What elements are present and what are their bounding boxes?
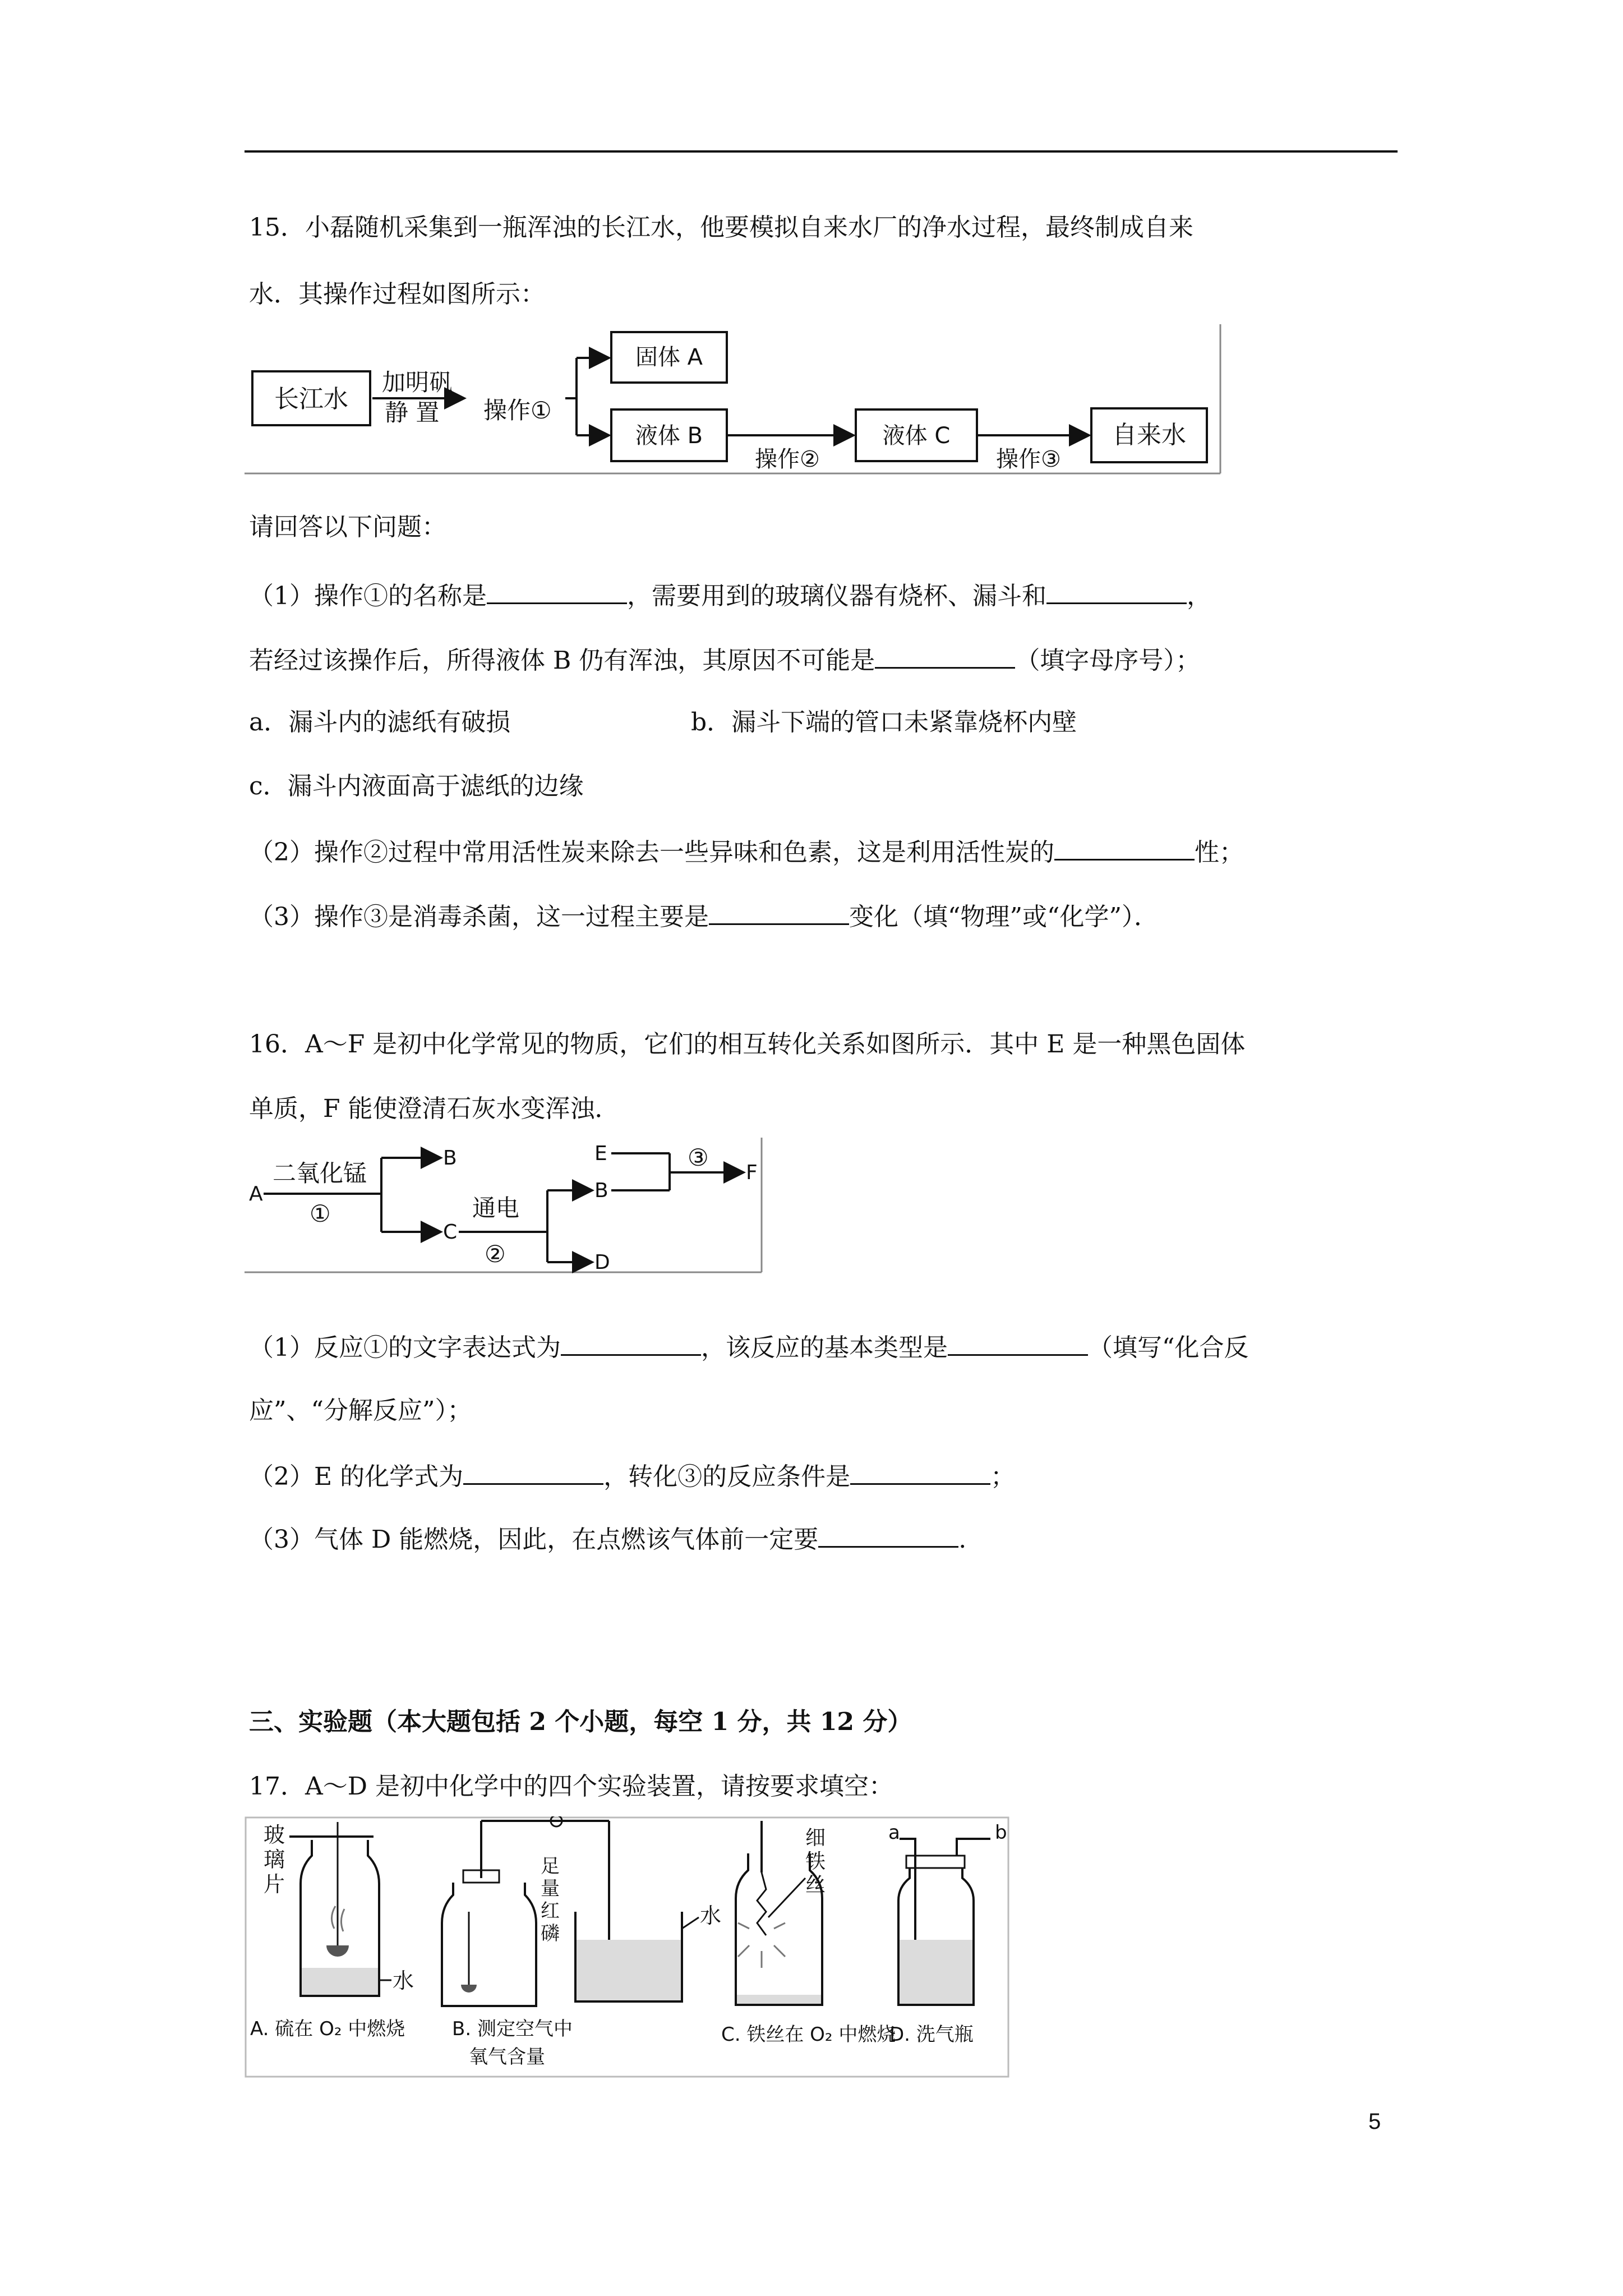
port-b-label: b bbox=[995, 1821, 1007, 1844]
q16-p2-text-b: ，转化③的反应条件是 bbox=[603, 1462, 851, 1491]
phosphorus-label-4: 磷 bbox=[541, 1922, 560, 1945]
answer-blank-change-type[interactable] bbox=[709, 899, 849, 925]
q15-p1-text-d: 若经过该操作后，所得液体 B 仍有浑浊，其原因不可能是 bbox=[249, 646, 875, 675]
caption-c: C. 铁丝在 O₂ 中燃烧 bbox=[721, 2023, 896, 2046]
caption-a: A. 硫在 O₂ 中燃烧 bbox=[250, 2018, 405, 2040]
node-c: C bbox=[443, 1221, 458, 1244]
q16-p3-text-b: . bbox=[958, 1525, 967, 1554]
step1-top-label: 加明矾 bbox=[382, 369, 453, 396]
step1-bottom-label: 静 置 bbox=[385, 399, 440, 426]
q15-p1-text-c: ， bbox=[1187, 582, 1211, 610]
wire-label-3: 丝 bbox=[805, 1874, 826, 1897]
q16-part2 bbox=[249, 1458, 1015, 1494]
box-product-label: 自来水 bbox=[1112, 421, 1186, 449]
header-rule bbox=[245, 150, 1398, 153]
q15-prompt: 请回答以下问题： bbox=[249, 513, 446, 541]
q16-p3-text-a: （3）气体 D 能燃烧，因此，在点燃该气体前一定要 bbox=[249, 1525, 819, 1554]
q16-reaction-diagram bbox=[245, 1138, 766, 1274]
answer-blank-reaction-type[interactable] bbox=[948, 1329, 1088, 1356]
caption-d: D. 洗气瓶 bbox=[889, 2023, 974, 2046]
glass-label-1: 玻 bbox=[264, 1823, 285, 1847]
node-b2: B bbox=[594, 1179, 608, 1202]
node-b1: B bbox=[443, 1147, 457, 1170]
caption-b-line1: B. 测定空气中 bbox=[452, 2018, 573, 2040]
cond2-label: 通电 bbox=[472, 1194, 520, 1222]
caption-b-line2: 氧气含量 bbox=[469, 2046, 545, 2068]
answer-blank-op1-name[interactable] bbox=[487, 578, 627, 604]
q15-p1-text-a: （1）操作①的名称是 bbox=[249, 582, 487, 610]
wire-label-2: 铁 bbox=[805, 1850, 826, 1873]
answer-blank-property[interactable] bbox=[1054, 834, 1195, 861]
q15-part1-line2 bbox=[249, 642, 1200, 678]
answer-blank-condition[interactable] bbox=[850, 1458, 990, 1485]
q16-p1-text-b: ，该反应的基本类型是 bbox=[701, 1333, 948, 1362]
q17-stem: 17．A～D 是初中化学中的四个实验装置，请按要求填空： bbox=[249, 1772, 894, 1801]
glass-label-3: 片 bbox=[264, 1872, 285, 1897]
q15-flow-diagram bbox=[245, 324, 1223, 477]
apparatus-c bbox=[721, 1821, 896, 2046]
q15-p3-text-a: （3）操作③是消毒杀菌，这一过程主要是 bbox=[249, 903, 709, 931]
op1-label: 操作① bbox=[483, 397, 552, 424]
phosphorus-label-1: 足 bbox=[541, 1855, 560, 1878]
answer-blank-expression[interactable] bbox=[561, 1329, 701, 1356]
water-a-label: 水 bbox=[393, 1968, 414, 1993]
water-b-label: 水 bbox=[700, 1903, 722, 1928]
q16-part1-line2: 应”、“分解反应”）； bbox=[249, 1396, 472, 1425]
node-e: E bbox=[594, 1142, 607, 1165]
box-liquid-b-label: 液体 B bbox=[635, 423, 703, 449]
q16-p2-text-a: （2）E 的化学式为 bbox=[249, 1462, 464, 1491]
q15-p1-text-b: ，需要用到的玻璃仪器有烧杯、漏斗和 bbox=[627, 582, 1046, 610]
q15-option-b: b．漏斗下端的管口未紧靠烧杯内壁 bbox=[691, 708, 1077, 737]
cond1-label: 二氧化锰 bbox=[273, 1159, 367, 1187]
answer-blank-reason[interactable] bbox=[875, 642, 1015, 669]
box-solid-a-label: 固体 A bbox=[635, 344, 703, 370]
op3-label: 操作③ bbox=[996, 447, 1061, 472]
q15-option-c: c．漏斗内液面高于滤纸的边缘 bbox=[249, 772, 584, 800]
box-liquid-c-label: 液体 C bbox=[882, 423, 951, 449]
num2-label: ② bbox=[485, 1240, 506, 1268]
page-number: 5 bbox=[1368, 2109, 1381, 2134]
q16-p1-text-c: （填写“化合反 bbox=[1088, 1333, 1249, 1362]
q16-part3 bbox=[249, 1521, 966, 1557]
q16-p1-text-a: （1）反应①的文字表达式为 bbox=[249, 1333, 561, 1362]
q15-option-a: a．漏斗内的滤纸有破损 bbox=[249, 708, 511, 737]
port-a-label: a bbox=[888, 1821, 900, 1844]
q16-stem-line2: 单质，F 能使澄清石灰水变浑浊． bbox=[249, 1094, 620, 1123]
op2-label: 操作② bbox=[755, 447, 820, 472]
q17-apparatus-figure bbox=[245, 1816, 1013, 2080]
num3-label: ③ bbox=[688, 1144, 709, 1171]
phosphorus-label-3: 红 bbox=[541, 1900, 560, 1922]
box-source-label: 长江水 bbox=[274, 385, 348, 413]
num1-label: ① bbox=[310, 1200, 331, 1227]
apparatus-a bbox=[250, 1822, 414, 2040]
wire-label-1: 细 bbox=[805, 1826, 826, 1849]
node-d: D bbox=[594, 1251, 610, 1274]
q15-p3-text-b: 变化（填“物理”或“化学”）． bbox=[849, 903, 1159, 931]
q15-stem-line1: 15．小磊随机采集到一瓶浑浊的长江水，他要模拟自来水厂的净水过程，最终制成自来 bbox=[249, 213, 1193, 242]
node-f: F bbox=[746, 1161, 758, 1184]
glass-label-2: 璃 bbox=[264, 1847, 285, 1872]
node-a: A bbox=[249, 1182, 263, 1205]
q15-stem-line2: 水．其操作过程如图所示： bbox=[249, 280, 545, 309]
q16-p2-text-c: ； bbox=[990, 1462, 1016, 1491]
apparatus-d bbox=[888, 1821, 1007, 2046]
apparatus-b bbox=[442, 1816, 721, 2068]
answer-blank-formula-e[interactable] bbox=[463, 1458, 603, 1485]
section3-heading: 三、实验题（本大题包括 2 个小题，每空 1 分，共 12 分） bbox=[249, 1708, 912, 1736]
q16-stem-line1: 16．A～F 是初中化学常见的物质，它们的相互转化关系如图所示．其中 E 是一种黑色固体 bbox=[249, 1030, 1246, 1059]
answer-blank-precaution[interactable] bbox=[818, 1521, 958, 1548]
phosphorus-label-2: 量 bbox=[541, 1878, 560, 1900]
q16-part1-line1 bbox=[249, 1329, 1249, 1365]
q15-part3 bbox=[249, 899, 1159, 934]
q15-part1-line1 bbox=[249, 578, 1211, 613]
q15-part2 bbox=[249, 834, 1244, 869]
q15-p1-text-e: （填字母序号）； bbox=[1015, 646, 1201, 675]
q15-p2-text-b: 性； bbox=[1195, 838, 1244, 867]
q15-p2-text-a: （2）操作②过程中常用活性炭来除去一些异味和色素，这是利用活性炭的 bbox=[249, 838, 1054, 867]
answer-blank-glassware[interactable] bbox=[1046, 578, 1187, 604]
